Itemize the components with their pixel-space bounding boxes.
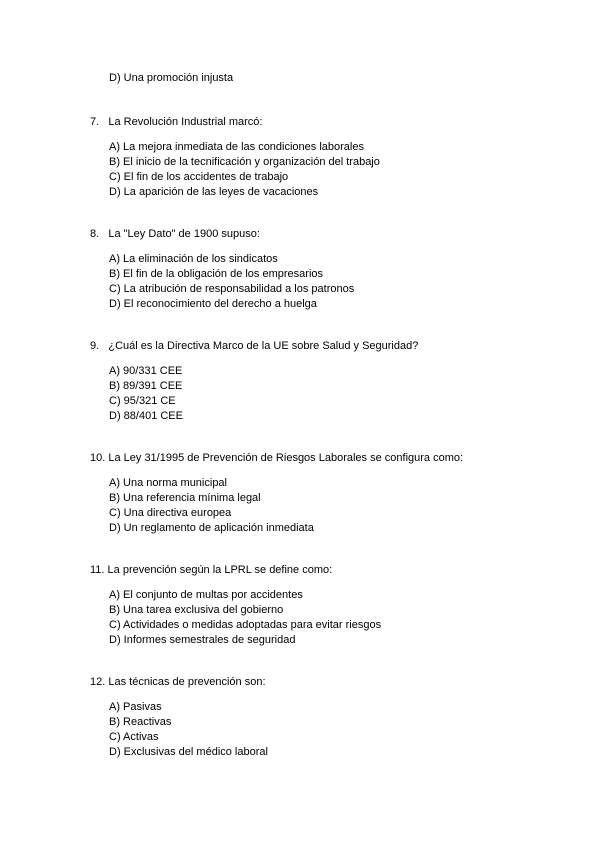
- question-10: [90, 452, 463, 465]
- question-9-option-a: A) 90/331 CEE: [109, 365, 183, 377]
- question-7-option-d: D) La aparición de las leyes de vacaciones: [109, 186, 319, 198]
- question-8-option-c: C) La atribución de responsabilidad a los patronos: [109, 283, 355, 295]
- question-number: 12.: [90, 676, 106, 688]
- question-text: ¿Cuál es la Directiva Marco de la UE sobre Salud y Seguridad?: [108, 340, 419, 352]
- question-8-option-d: D) El reconocimiento del derecho a huelga: [109, 298, 317, 310]
- question-8: [90, 228, 260, 241]
- question-10-option-a: A) Una norma municipal: [109, 477, 227, 489]
- question-12-option-d: D) Exclusivas del médico laboral: [109, 746, 268, 758]
- question-number: 8.: [90, 228, 100, 240]
- question-9: [90, 340, 418, 353]
- question-9-option-c: C) 95/321 CE: [109, 395, 176, 407]
- question-8-option-a: A) La eliminación de los sindicatos: [109, 253, 278, 265]
- question-text: La Ley 31/1995 de Prevención de Riesgos Laborales se configura como:: [108, 452, 464, 464]
- question-11-option-a: A) El conjunto de multas por accidentes: [109, 589, 303, 601]
- question-9-option-b: B) 89/391 CEE: [109, 380, 183, 392]
- prev-option-d: D) Una promoción injusta: [109, 72, 234, 84]
- question-10-option-b: B) Una referencia mínima legal: [109, 492, 261, 504]
- question-7: [90, 116, 262, 129]
- question-text: La prevención según la LPRL se define como:: [107, 564, 333, 576]
- question-11-option-b: B) Una tarea exclusiva del gobierno: [109, 604, 284, 616]
- question-number: 11.: [90, 564, 105, 576]
- question-text: La "Ley Dato" de 1900 supuso:: [108, 228, 260, 240]
- question-number: 9.: [90, 340, 100, 352]
- question-7-option-c: C) El fin de los accidentes de trabajo: [109, 171, 289, 183]
- question-12-option-a: A) Pasivas: [109, 701, 162, 713]
- question-number: 7.: [90, 116, 100, 128]
- question-12-option-b: B) Reactivas: [109, 716, 172, 728]
- question-text: La Revolución Industrial marcó:: [108, 116, 263, 128]
- question-number: 10.: [90, 452, 106, 464]
- question-11: [90, 564, 332, 577]
- question-12: [90, 676, 266, 689]
- question-10-option-c: C) Una directiva europea: [109, 507, 232, 519]
- question-12-option-c: C) Activas: [109, 731, 159, 743]
- question-11-option-c: C) Actividades o medidas adoptadas para evitar riesgos: [109, 619, 382, 631]
- question-7-option-a: A) La mejora inmediata de las condiciones laborales: [109, 141, 364, 153]
- question-10-option-d: D) Un reglamento de aplicación inmediata: [109, 522, 314, 534]
- question-7-option-b: B) El inicio de la tecnificación y organización del trabajo: [109, 156, 380, 168]
- question-9-option-d: D) 88/401 CEE: [109, 410, 183, 422]
- question-text: Las técnicas de prevención son:: [108, 676, 266, 688]
- question-8-option-b: B) El fin de la obligación de los empresarios: [109, 268, 324, 280]
- question-11-option-d: D) Informes semestrales de seguridad: [109, 634, 296, 646]
